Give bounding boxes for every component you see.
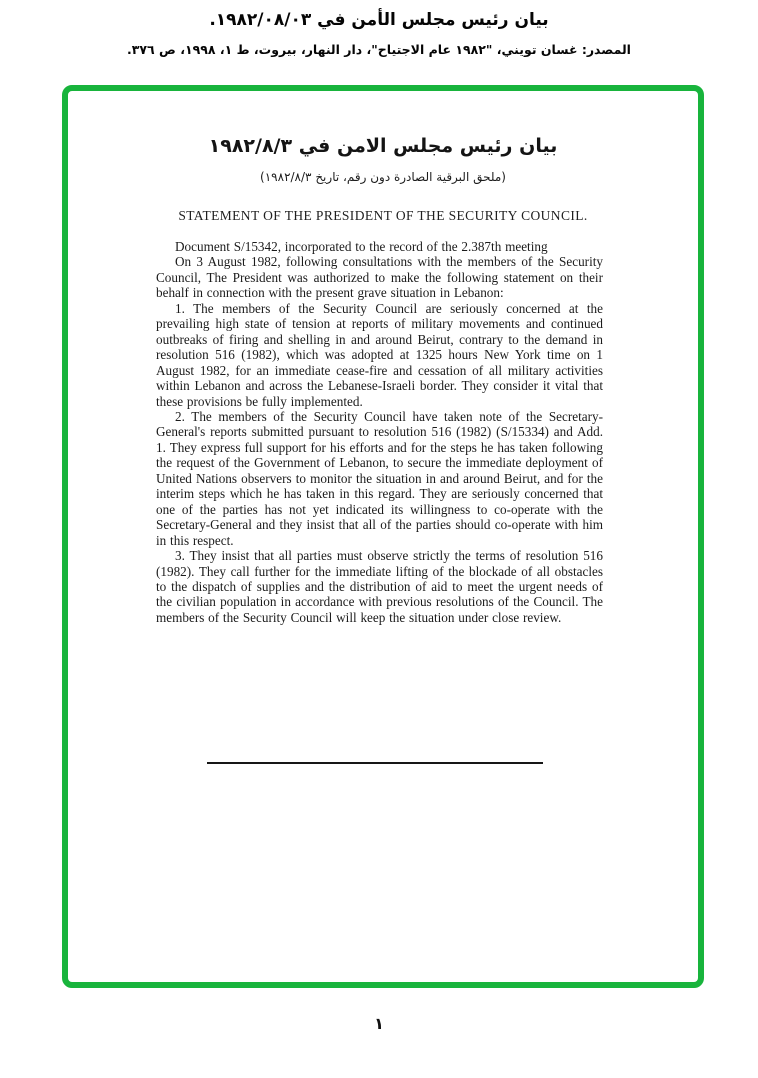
- paragraph-introduction: On 3 August 1982, following consultations with the members of the Security Council, The President was authorized to make the following statement on their behalf in connection with the present grave situation in Lebanon:: [156, 254, 603, 301]
- document-title-arabic: بيان رئيس مجلس الامن في ١٩٨٢/٨/٣: [208, 135, 558, 157]
- paragraph-document-reference: Document S/15342, incorporated to the record of the 2.387th meeting: [175, 239, 548, 254]
- horizontal-rule: [207, 762, 543, 764]
- paragraph-point-2: 2. The members of the Security Council have taken note of the Secretary-General's reports submitted pursuant to resolution 516 (1982) (S/15334) and Add. 1. They express full support for his efforts and for the steps he has taken following the request of the Government of Lebanon, to secure the immediate deployment of United Nations observers to monitor the situation in and around Beirut, and for the interim steps which he has taken in this regard. They are seriously concerned that one of the parties has not yet indicated its willingness to co-operate with the Secretary-General and they insist that all of the parties should co-operate with him in this respect.: [156, 408, 603, 548]
- page-header-title: بيان رئيس مجلس الأمن في ١٩٨٢/٠٨/٠٣.: [209, 10, 549, 30]
- document-body: [156, 239, 603, 625]
- paragraph-point-1: 1. The members of the Security Council are seriously concerned at the prevailing high state of tension at reports of military movements and continued outbreaks of firing and shelling in and around Beirut, contrary to the demand in resolution 516 (1982), which was adopted at 1325 hours New York time on 1 August 1982, for an immediate cease-fire and cessation of all military activities within Lebanon and across the Lebanese-Israeli border. They consider it vital that these provisions be fully implemented.: [156, 300, 603, 409]
- document-frame: [62, 85, 704, 988]
- page-number: ١: [374, 1014, 384, 1033]
- page-header-source-citation: المصدر: غسان تويني، "١٩٨٢ عام الاجتياح"، دار النهار، بيروت، ط ١، ١٩٩٨، ص ٣٧٦.: [127, 42, 631, 57]
- document-subtitle-arabic: (ملحق البرقية الصادرة دون رقم، تاريخ ١٩٨٢/٨/٣): [260, 170, 506, 184]
- document-title-english: STATEMENT OF THE PRESIDENT OF THE SECURITY COUNCIL.: [178, 208, 588, 223]
- paragraph-point-3: 3. They insist that all parties must observe strictly the terms of resolution 516 (1982). They call further for the immediate lifting of the blockade of all obstacles to the dispatch of supplies and the distribution of aid to meet the urgent needs of the civilian population in accordance with previous resolutions of the Council. The members of the Security Council will keep the situation under close review.: [156, 548, 603, 625]
